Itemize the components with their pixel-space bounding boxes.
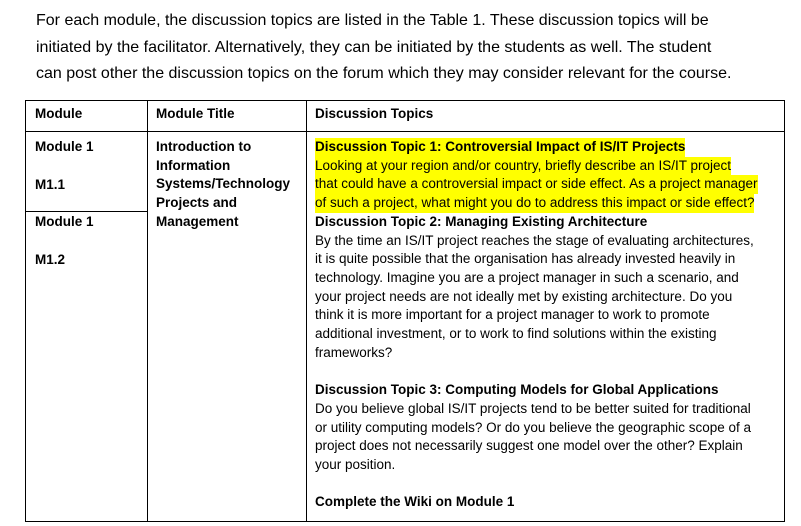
wiki-instruction: Complete the Wiki on Module 1 [315, 494, 515, 510]
topic-2-line: technology. Imagine you are a project manager in such a scenario, and [315, 269, 739, 285]
topic-3 [315, 381, 758, 475]
topic-1-line: of such a project, what might you do to address this impact or side effect? [315, 194, 754, 213]
discussion-topics-table [25, 100, 785, 522]
intro-line: initiated by the facilitator. Alternatively, they can be initiated by the students as well. The student [36, 38, 712, 56]
spacer [315, 362, 758, 381]
module-title-line: Systems/Technology [156, 176, 291, 192]
topic-3-line: or utility computing models? Or do you believe the geographic scope of a [315, 419, 752, 435]
module-title-cell [156, 138, 290, 232]
submodule-label: M1.2 [35, 252, 66, 267]
topic-1 [315, 138, 758, 213]
topic-3-line: Do you believe global IS/IT projects tend to be better suited for traditional [315, 400, 751, 416]
intro-paragraph [36, 8, 796, 88]
topic-2 [315, 213, 758, 363]
topic-2-line: additional investment, or to work to find solutions within the existing [315, 326, 717, 342]
header-row-divider [26, 131, 784, 132]
topic-2-line: think it is more important for a project manager to work to promote [315, 307, 710, 323]
module-title-line: Introduction to [156, 139, 252, 154]
topic-2-line: frameworks? [315, 344, 393, 360]
topic-2-line: it is quite possible that the organisation has already invested heavily in [315, 251, 736, 267]
module-label: Module 1 [35, 214, 94, 229]
intro-line: can post other the discussion topics on the forum which they may consider relevant for the course. [36, 65, 732, 82]
topic-3-line: project does not necessarily suggest one model over the other? Explain [315, 438, 743, 454]
topic-1-line: that could have a controversial impact or side effect. As a project manager [315, 175, 758, 194]
topic-3-title: Discussion Topic 3: Computing Models for Global Applications [315, 382, 719, 398]
header-module-title: Module Title [156, 106, 235, 121]
discussion-topics-cell [315, 138, 758, 512]
topic-2-line: your project needs are not ideally met by existing architecture. Do you [315, 288, 733, 304]
topic-2-line: By the time an IS/IT project reaches the stage of evaluating architectures, [315, 232, 754, 248]
topic-3-line: your position. [315, 456, 396, 472]
row-divider [26, 211, 147, 212]
module-label: Module 1 [35, 139, 94, 154]
header-module: Module [35, 106, 83, 121]
topic-1-line: Looking at your region and/or country, briefly describe an IS/IT project [315, 157, 731, 176]
column-divider [147, 101, 148, 521]
column-divider [306, 101, 307, 521]
topic-2-title: Discussion Topic 2: Managing Existing Architecture [315, 213, 648, 229]
spacer [315, 475, 758, 494]
intro-line: For each module, the discussion topics are listed in the Table 1. These discussion topics will be [36, 12, 709, 29]
submodule-label: M1.1 [35, 177, 66, 192]
module-title-line: Projects and [156, 195, 238, 211]
module-title-line: Management [156, 213, 239, 229]
header-discussion-topics: Discussion Topics [315, 106, 434, 121]
topic-1-title: Discussion Topic 1: Controversial Impact of IS/IT Projects [315, 138, 685, 157]
module-title-line: Information [156, 157, 231, 173]
